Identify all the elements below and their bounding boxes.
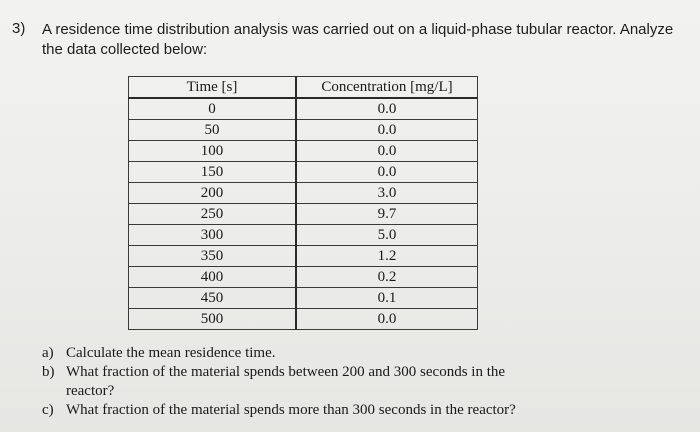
table-header-row: [129, 77, 478, 99]
subquestion-text-continued: reactor?: [66, 383, 115, 399]
table-row: [129, 309, 478, 330]
concentration-cell: 0.0: [296, 309, 478, 330]
concentration-cell: 0.0: [296, 98, 478, 120]
table-row: [129, 141, 478, 162]
concentration-cell: 1.2: [296, 246, 478, 267]
concentration-cell: 0.0: [296, 141, 478, 162]
concentration-cell: 9.7: [296, 204, 478, 225]
subquestion-label: b): [42, 364, 55, 380]
subquestion-label: c): [42, 402, 54, 418]
time-cell: 150: [129, 162, 297, 183]
concentration-column-header: Concentration [mg/L]: [296, 77, 478, 99]
subquestion-b: [42, 363, 516, 401]
question-number: 3): [12, 20, 26, 37]
question-prompt: [42, 20, 692, 60]
subquestion-text: Calculate the mean residence time.: [66, 345, 276, 361]
time-cell: 300: [129, 225, 297, 246]
table-row: [129, 288, 478, 309]
concentration-cell: 3.0: [296, 183, 478, 204]
rtd-data-table: [128, 76, 478, 330]
question-line-1: A residence time distribution analysis was carried out on a liquid-phase tubular reactor. Analyze: [42, 21, 674, 38]
time-cell: 400: [129, 267, 297, 288]
concentration-cell: 0.1: [296, 288, 478, 309]
table-row: [129, 98, 478, 120]
table-row: [129, 225, 478, 246]
concentration-cell: 0.2: [296, 267, 478, 288]
subquestion-a: [42, 344, 516, 363]
time-cell: 500: [129, 309, 297, 330]
time-cell: 250: [129, 204, 297, 225]
subquestion-list: [42, 344, 516, 420]
table-row: [129, 204, 478, 225]
subquestion-label: a): [42, 345, 54, 361]
time-cell: 100: [129, 141, 297, 162]
time-cell: 350: [129, 246, 297, 267]
time-cell: 450: [129, 288, 297, 309]
table-row: [129, 162, 478, 183]
subquestion-text: What fraction of the material spends more than 300 seconds in the reactor?: [66, 402, 516, 418]
time-cell: 50: [129, 120, 297, 141]
table-row: [129, 120, 478, 141]
table-row: [129, 183, 478, 204]
table-row: [129, 267, 478, 288]
subquestion-text: What fraction of the material spends between 200 and 300 seconds in the: [66, 364, 506, 380]
time-cell: 0: [129, 98, 297, 120]
concentration-cell: 0.0: [296, 162, 478, 183]
concentration-cell: 0.0: [296, 120, 478, 141]
subquestion-c: [42, 401, 516, 420]
time-cell: 200: [129, 183, 297, 204]
table-row: [129, 246, 478, 267]
question-line-2: the data collected below:: [42, 41, 208, 58]
concentration-cell: 5.0: [296, 225, 478, 246]
time-column-header: Time [s]: [129, 77, 297, 99]
